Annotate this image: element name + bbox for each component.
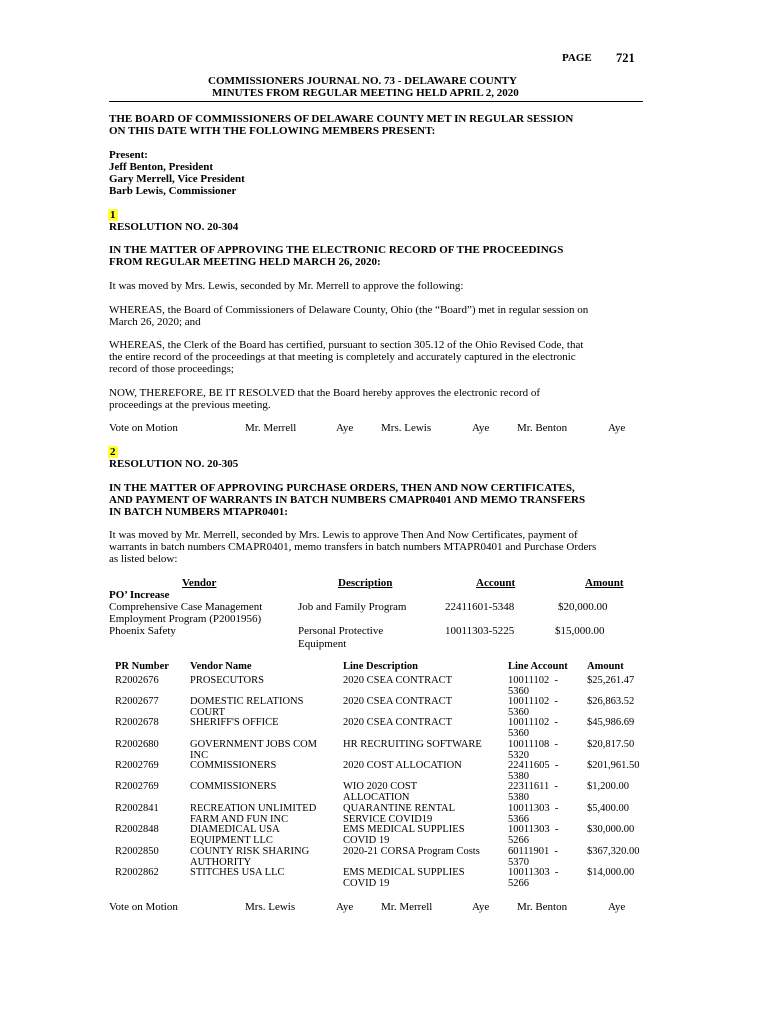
voter-name: Mrs. Lewis xyxy=(245,901,296,913)
pr-line-description: QUARANTINE RENTAL xyxy=(343,803,456,814)
pr-line-account-cont: 5360 xyxy=(508,686,529,697)
voter-vote: Aye xyxy=(472,422,490,434)
pr-line-description: 2020 COST ALLOCATION xyxy=(343,760,462,771)
pr-line-account-cont: 5380 xyxy=(508,792,529,803)
pr-line-account-cont: 5360 xyxy=(508,728,529,739)
pr-vendor: DOMESTIC RELATIONS xyxy=(190,696,304,707)
item-number-1: 1 xyxy=(110,209,116,221)
page-label: PAGE xyxy=(562,52,592,64)
member-vice-president: Gary Merrell, Vice President xyxy=(109,173,245,185)
pr-number: R2002850 xyxy=(115,846,159,857)
pr-vendor-cont: COURT xyxy=(190,707,225,718)
voter-name: Mr. Merrell xyxy=(381,901,433,913)
po-vendor: Phoenix Safety xyxy=(109,625,176,637)
pr-vendor-cont: FARM AND FUN INC xyxy=(190,814,289,825)
pr-amount: $26,863.52 xyxy=(587,696,635,707)
pr-line-description: 2020 CSEA CONTRACT xyxy=(343,696,453,707)
pr-amount: $20,817.50 xyxy=(587,739,635,750)
pr-header-vendor: Vendor Name xyxy=(190,661,252,672)
item-number-2: 2 xyxy=(110,446,116,458)
pr-number: R2002841 xyxy=(115,803,159,814)
pr-amount: $201,961.50 xyxy=(587,760,640,771)
intro-line-2: ON THIS DATE WITH THE FOLLOWING MEMBERS PRESENT: xyxy=(109,125,436,137)
pr-vendor-cont: INC xyxy=(190,750,209,761)
po-amount: $20,000.00 xyxy=(558,601,608,613)
voter-vote: Aye xyxy=(608,422,626,434)
voter-vote: Aye xyxy=(608,901,626,913)
resolved-line-2: proceedings at the previous meeting. xyxy=(109,399,271,411)
po-account: 10011303-5225 xyxy=(445,625,515,637)
po-section-label: PO’ Increase xyxy=(109,589,170,601)
pr-line-description: WIO 2020 COST xyxy=(343,781,418,792)
pr-amount: $5,400.00 xyxy=(587,803,629,814)
pr-vendor: STITCHES USA LLC xyxy=(190,867,285,878)
po-header-amount: Amount xyxy=(585,577,624,589)
voter-vote: Aye xyxy=(336,422,354,434)
pr-amount: $1,200.00 xyxy=(587,781,629,792)
pr-number: R2002677 xyxy=(115,696,159,707)
resolved-line-1: NOW, THEREFORE, BE IT RESOLVED that the Board hereby approves the electronic record of xyxy=(109,387,541,399)
pr-line-account: 60111901 - xyxy=(508,846,558,857)
whereas-2-line-1: WHEREAS, the Clerk of the Board has certified, pursuant to section 305.12 of the Ohio Revised Code, that xyxy=(109,339,584,351)
pr-vendor: DIAMEDICAL USA xyxy=(190,824,280,835)
pr-line-description-cont: ALLOCATION xyxy=(343,792,410,803)
voter-name: Mr. Merrell xyxy=(245,422,297,434)
pr-line-account-cont: 5266 xyxy=(508,878,529,889)
resolution-2-title-line-1: IN THE MATTER OF APPROVING PURCHASE ORDERS, THEN AND NOW CERTIFICATES, xyxy=(109,482,575,494)
pr-line-account: 10011102 - xyxy=(508,717,558,728)
pr-number: R2002678 xyxy=(115,717,159,728)
resolution-2-title-line-2: AND PAYMENT OF WARRANTS IN BATCH NUMBERS CMAPR0401 AND MEMO TRANSFERS xyxy=(109,494,586,506)
pr-number: R2002848 xyxy=(115,824,159,835)
pr-vendor-cont: EQUIPMENT LLC xyxy=(190,835,273,846)
po-description: Personal Protective xyxy=(298,625,384,637)
pr-line-account-cont: 5370 xyxy=(508,857,529,868)
whereas-1-line-2: March 26, 2020; and xyxy=(109,316,201,328)
pr-vendor: RECREATION UNLIMITED xyxy=(190,803,317,814)
po-description: Job and Family Program xyxy=(298,601,407,613)
pr-line-account: 10011303 - xyxy=(508,803,559,814)
resolution-1-title-line-1: IN THE MATTER OF APPROVING THE ELECTRONIC RECORD OF THE PROCEEDINGS xyxy=(109,244,564,256)
resolution-2-moved-line-3: as listed below: xyxy=(109,553,178,565)
member-president: Jeff Benton, President xyxy=(109,161,213,173)
po-vendor: Comprehensive Case Management xyxy=(109,601,263,613)
pr-line-description-cont: SERVICE COVID19 xyxy=(343,814,433,825)
pr-vendor: COMMISSIONERS xyxy=(190,760,277,771)
pr-line-description: EMS MEDICAL SUPPLIES xyxy=(343,824,465,835)
pr-vendor: COUNTY RISK SHARING xyxy=(190,846,310,857)
resolution-2-moved-line-1: It was moved by Mr. Merrell, seconded by Mrs. Lewis to approve Then And Now Certificates, payment of xyxy=(109,529,578,541)
whereas-1-line-1: WHEREAS, the Board of Commissioners of Delaware County, Ohio (the “Board”) met in regular session on xyxy=(109,304,589,316)
po-account: 22411601-5348 xyxy=(445,601,515,613)
pr-line-account-cont: 5366 xyxy=(508,814,529,825)
pr-amount: $25,261.47 xyxy=(587,675,635,686)
po-amount: $15,000.00 xyxy=(555,625,605,637)
pr-number: R2002676 xyxy=(115,675,159,686)
header-rule xyxy=(109,101,643,102)
pr-amount: $14,000.00 xyxy=(587,867,635,878)
pr-line-account: 22411605 - xyxy=(508,760,559,771)
voter-name: Mr. Benton xyxy=(517,422,568,434)
pr-line-account-cont: 5266 xyxy=(508,835,529,846)
pr-line-account: 10011102 - xyxy=(508,675,558,686)
resolution-number-2: RESOLUTION NO. 20-305 xyxy=(109,458,239,470)
resolution-1-title-line-2: FROM REGULAR MEETING HELD MARCH 26, 2020: xyxy=(109,256,381,268)
pr-number: R2002769 xyxy=(115,760,159,771)
pr-vendor: GOVERNMENT JOBS COM xyxy=(190,739,317,750)
po-header-description: Description xyxy=(338,577,393,589)
present-label: Present: xyxy=(109,149,148,161)
po-description-cont: Equipment xyxy=(298,638,347,650)
po-header-account: Account xyxy=(476,577,516,589)
pr-number: R2002680 xyxy=(115,739,159,750)
whereas-2-line-3: record of those proceedings; xyxy=(109,363,234,375)
pr-header-line-account: Line Account xyxy=(508,661,568,672)
pr-header-amount: Amount xyxy=(587,661,624,672)
po-vendor-cont: Employment Program (P2001956) xyxy=(109,613,262,625)
pr-line-account-cont: 5380 xyxy=(508,771,529,782)
pr-vendor-cont: AUTHORITY xyxy=(190,857,252,868)
pr-number: R2002862 xyxy=(115,867,159,878)
pr-line-account: 22311611 - xyxy=(508,781,558,792)
pr-vendor: SHERIFF'S OFFICE xyxy=(190,717,279,728)
po-header-vendor: Vendor xyxy=(182,577,217,589)
vote-label: Vote on Motion xyxy=(109,422,178,434)
journal-line: COMMISSIONERS JOURNAL NO. 73 - DELAWARE COUNTY xyxy=(208,75,517,87)
voter-name: Mr. Benton xyxy=(517,901,568,913)
pr-line-description: 2020 CSEA CONTRACT xyxy=(343,675,453,686)
pr-line-account: 10011102 - xyxy=(508,696,558,707)
resolution-2-moved-line-2: warrants in batch numbers CMAPR0401, memo transfers in batch numbers MTAPR0401 and Purchase Orders xyxy=(109,541,597,553)
pr-vendor: COMMISSIONERS xyxy=(190,781,277,792)
pr-line-account: 10011303 - xyxy=(508,824,559,835)
pr-amount: $45,986.69 xyxy=(587,717,635,728)
pr-line-description: 2020 CSEA CONTRACT xyxy=(343,717,453,728)
member-commissioner: Barb Lewis, Commissioner xyxy=(109,185,237,197)
resolution-2-title-line-3: IN BATCH NUMBERS MTAPR0401: xyxy=(109,506,288,518)
minutes-line: MINUTES FROM REGULAR MEETING HELD APRIL 2, 2020 xyxy=(212,87,519,99)
whereas-2-line-2: the entire record of the proceedings at that meeting is completely and accurately captured in the electronic xyxy=(109,351,576,363)
vote-label: Vote on Motion xyxy=(109,901,178,913)
pr-line-description-cont: COVID 19 xyxy=(343,835,390,846)
pr-line-account-cont: 5320 xyxy=(508,750,529,761)
resolution-1-moved: It was moved by Mrs. Lewis, seconded by Mr. Merrell to approve the following: xyxy=(109,280,464,292)
page-number: 721 xyxy=(616,51,635,65)
pr-vendor: PROSECUTORS xyxy=(190,675,264,686)
voter-vote: Aye xyxy=(472,901,490,913)
pr-amount: $30,000.00 xyxy=(587,824,635,835)
pr-header-line-description: Line Description xyxy=(343,661,418,672)
pr-line-description: 2020-21 CORSA Program Costs xyxy=(343,846,480,857)
pr-line-account: 10011108 - xyxy=(508,739,558,750)
resolution-number-1: RESOLUTION NO. 20-304 xyxy=(109,221,239,233)
pr-amount: $367,320.00 xyxy=(587,846,640,857)
pr-line-account: 10011303 - xyxy=(508,867,559,878)
pr-line-account-cont: 5360 xyxy=(508,707,529,718)
pr-line-description-cont: COVID 19 xyxy=(343,878,390,889)
pr-number: R2002769 xyxy=(115,781,159,792)
pr-header-number: PR Number xyxy=(115,661,169,672)
intro-line-1: THE BOARD OF COMMISSIONERS OF DELAWARE COUNTY MET IN REGULAR SESSION xyxy=(109,113,574,125)
voter-name: Mrs. Lewis xyxy=(381,422,432,434)
voter-vote: Aye xyxy=(336,901,354,913)
pr-line-description: HR RECRUITING SOFTWARE xyxy=(343,739,482,750)
pr-line-description: EMS MEDICAL SUPPLIES xyxy=(343,867,465,878)
